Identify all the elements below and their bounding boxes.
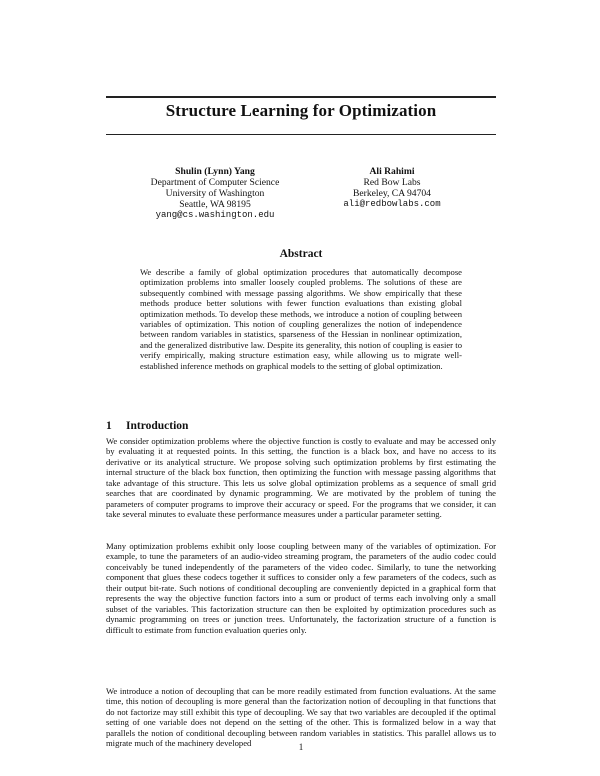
section-heading xyxy=(106,420,188,432)
author-name: Ali Rahimi xyxy=(369,166,415,177)
paper-title: Structure Learning for Optimization xyxy=(165,101,437,120)
body-paragraph: Many optimization problems exhibit only loose coupling between many of the variables of optimization. For example, to tune the parameters of an audio-video streaming program, the parameters of the audio codec could conceivably be tuned independently of the parameters of the video codec. Similarly, to tune the networking component that glues these codecs together it suffices to consider only a few parameters of the codecs, such as their output bit-rate. Such notions of conditional decoupling are conveniently depicted in a graphical form that represents the way the objective function factors into a sum or product of terms each involving only a small subset of the variables. This factorization structure can then be exploited by optimization procedures such as dynamic programming on trees or junction trees. Unfortunately, the factorization structure of a function is difficult to estimate from function evaluation queries only. xyxy=(106,541,496,635)
section-title: Introduction xyxy=(126,420,189,432)
author-name: Shulin (Lynn) Yang xyxy=(175,166,255,177)
body-paragraph: We consider optimization problems where the objective function is costly to evaluate and may be accessed only by evaluating it at requested points. In this setting, the function is a black box, and have no access to its derivative or its analytical structure. We propose solving such optimization problems by first estimating the internal structure of the black box function, then optimizing the function with message passing algorithms that take advantage of this structure. This lets us solve global optimization problems as a sequence of small grid searches that are coordinated by dynamic programming. We are motivated by the problem of tuning the parameters of computer programs to improve their accuracy or speed. For the programs that we consider, it can take several minutes to evaluate these performance measures under a particular parameter setting. xyxy=(106,436,496,520)
author-email: yang@cs.washington.edu xyxy=(155,210,275,220)
author-affiliation: Berkeley, CA 94704 xyxy=(353,188,431,199)
section-number: 1 xyxy=(106,420,112,432)
author-email: ali@redbowlabs.com xyxy=(343,199,441,209)
abstract-body: We describe a family of global optimization procedures that automatically decompose optimization problems into smaller loosely coupled problems. The solutions of these are subsequently combined with message passing algorithms. We show empirically that these methods produce better solutions with fewer function evaluations than existing global optimization methods. To develop these methods, we introduce a notion of coupling between variables of optimization. This notion of coupling generalizes the notion of independence between random variables in statistics, sparseness of the Hessian in nonlinear optimization, and the generalized distributive law. Despite its generality, this notion of coupling is easier to verify empirically, making structure estimation easy, while allowing us to migrate well-established inference methods on graphical models to the setting of global optimization. xyxy=(140,267,462,371)
author-address: Seattle, WA 98195 xyxy=(179,199,251,210)
author-block-1 xyxy=(125,166,305,221)
abstract-heading: Abstract xyxy=(279,248,323,260)
title-rule-bottom xyxy=(106,134,496,135)
author-affiliation: University of Washington xyxy=(165,188,265,199)
author-affiliation: Department of Computer Science xyxy=(150,177,280,188)
body-paragraph: We introduce a notion of decoupling that can be more readily estimated from function evaluations. At the same time, this notion of decoupling is more general than the factorization notion of decoupling in that functions that do not factorize may still exhibit this type of decoupling. We say that two variables are decoupled if the optimal setting of one variable does not depend on the setting of the other. This is formalized below in a way that parallels the notion of conditional decoupling between random variables in statistics. This parallel allows us to migrate much of the machinery developed xyxy=(106,686,496,749)
title-rule-top xyxy=(106,96,496,98)
author-block-2 xyxy=(302,166,482,210)
page-number: 1 xyxy=(298,742,304,752)
author-affiliation: Red Bow Labs xyxy=(363,177,421,188)
